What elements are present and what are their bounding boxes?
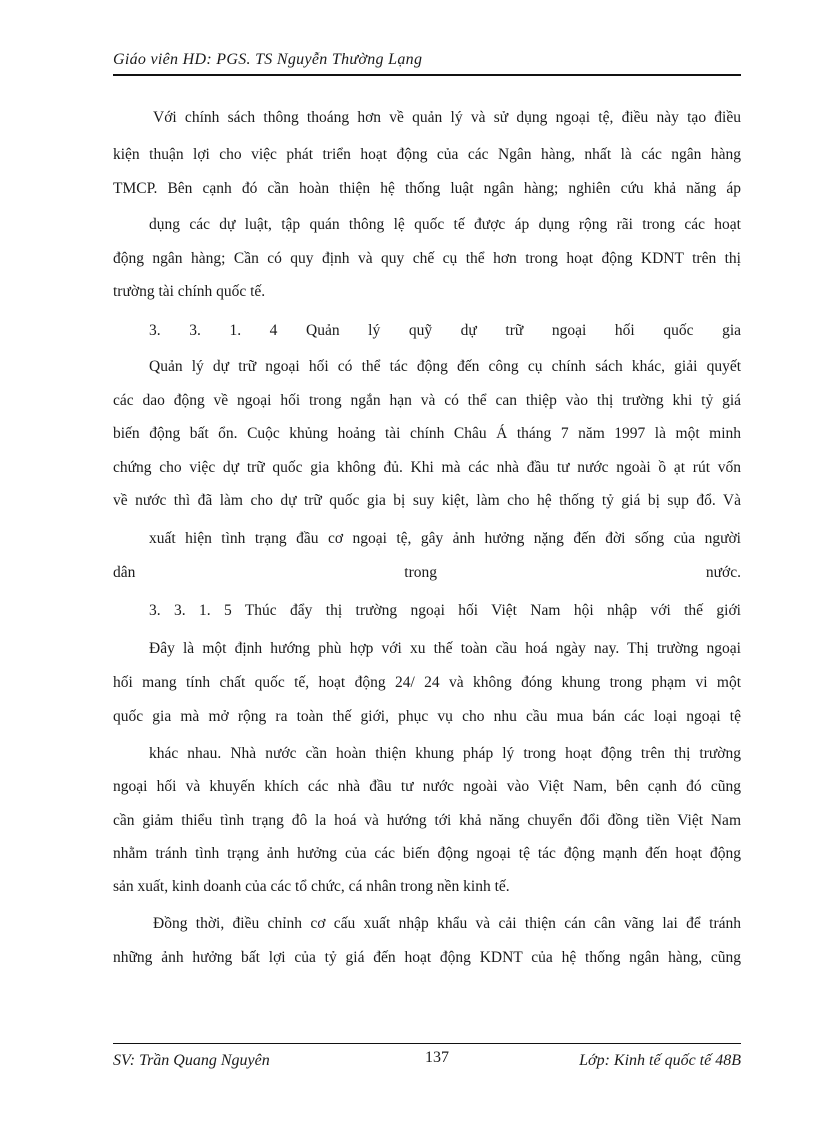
heading-word: quỹ bbox=[408, 322, 433, 339]
header-rule bbox=[113, 74, 741, 76]
heading-word: Quản bbox=[306, 322, 340, 339]
heading-word: hối bbox=[614, 322, 635, 339]
spread-word: trong bbox=[404, 564, 437, 581]
paragraph-line: Đồng thời, điều chỉnh cơ cấu xuất nhập khẩu và cải thiện cán cân vãng lai để tránh bbox=[153, 915, 741, 932]
paragraph-line: nhằm tránh tình trạng ảnh hưởng của các biến động ngoại tệ tác động mạnh đến hoạt động bbox=[113, 845, 741, 862]
section-heading-3-3-1-5: 3. 3. 1. 5 Thúc đẩy thị trường ngoại hối Việt Nam hội nhập với thế giới bbox=[149, 602, 741, 619]
footer-class: Lớp: Kinh tế quốc tế 48B bbox=[579, 1052, 741, 1069]
paragraph-line: quốc gia mà mở rộng ra toàn thế giới, phục vụ cho nhu cầu mua bán các loại ngoại tệ bbox=[113, 708, 741, 725]
paragraph-line: các dao động về ngoại hối trong ngắn hạn và có thể can thiệp vào thị trường khi tỷ giá bbox=[113, 392, 741, 409]
paragraph-line: khác nhau. Nhà nước cần hoàn thiện khung pháp lý trong hoạt động trên thị trường bbox=[149, 745, 741, 762]
paragraph-line: cần giảm thiểu tình trạng đô la hoá và hướng tới khả năng chuyển đổi đồng tiền Việt Nam bbox=[113, 812, 741, 829]
heading-word: 1. bbox=[229, 322, 242, 339]
footer-rule bbox=[113, 1043, 741, 1044]
paragraph-line: Quản lý dự trữ ngoại hối có thể tác động đến công cụ chính sách khác, giải quyết bbox=[149, 358, 741, 375]
heading-word: 3. bbox=[149, 322, 161, 339]
page-number: 137 bbox=[425, 1049, 449, 1066]
spread-word: nước. bbox=[705, 564, 741, 581]
paragraph-line: sản xuất, kinh doanh của các tổ chức, cá nhân trong nền kinh tế. bbox=[113, 878, 510, 895]
paragraph-line-spread bbox=[113, 563, 741, 583]
paragraph-line: động ngân hàng; Cần có quy định và quy chế cụ thể hơn trong hoạt động KDNT trên thị bbox=[113, 250, 741, 267]
heading-word: trữ bbox=[505, 322, 524, 339]
section-heading-3-3-1-4 bbox=[149, 321, 741, 341]
header-advisor-text: Giáo viên HD: PGS. TS Nguyễn Thường Lạng bbox=[113, 51, 423, 68]
paragraph-line: Đây là một định hướng phù hợp với xu thế toàn cầu hoá ngày nay. Thị trường ngoại bbox=[149, 640, 741, 657]
paragraph-line: TMCP. Bên cạnh đó cần hoàn thiện hệ thống luật ngân hàng; nghiên cứu khả năng áp bbox=[113, 180, 741, 197]
paragraph-line: hối mang tính chất quốc tế, hoạt động 24/ 24 và không đóng khung trong phạm vi một bbox=[113, 674, 741, 691]
heading-word: quốc bbox=[663, 322, 694, 339]
paragraph-line: xuất hiện tình trạng đầu cơ ngoại tệ, gây ảnh hưởng nặng đến đời sống của người bbox=[149, 530, 741, 547]
paragraph-line: biến động bất ổn. Cuộc khủng hoảng tài chính Châu Á tháng 7 năm 1997 là một minh bbox=[113, 425, 741, 442]
paragraph-line: trường tài chính quốc tế. bbox=[113, 283, 266, 300]
paragraph-line: ngoại hối và khuyến khích các nhà đầu tư nước ngoài vào Việt Nam, bên cạnh đó cũng bbox=[113, 778, 741, 795]
paragraph-line: về nước thì đã làm cho dự trữ quốc gia bị suy kiệt, làm cho hệ thống tỷ giá bị sụp đổ. Và bbox=[113, 492, 741, 509]
heading-word: gia bbox=[722, 322, 741, 339]
paragraph-line: dụng các dự luật, tập quán thông lệ quốc tế được áp dụng rộng rãi trong các hoạt bbox=[149, 216, 741, 233]
footer-student: SV: Trần Quang Nguyên bbox=[113, 1052, 270, 1069]
page-footer bbox=[113, 1043, 741, 1073]
heading-word: dự bbox=[460, 322, 477, 339]
heading-word: 3. bbox=[189, 322, 201, 339]
heading-word: lý bbox=[368, 322, 381, 339]
paragraph-line: những ảnh hưởng bất lợi của tỷ giá đến hoạt động KDNT của hệ thống ngân hàng, cũng bbox=[113, 949, 741, 966]
heading-word: 4 bbox=[269, 322, 278, 339]
paragraph-line: kiện thuận lợi cho việc phát triển hoạt động của các Ngân hàng, nhất là các ngân hàng bbox=[113, 146, 741, 163]
paragraph-line: Với chính sách thông thoáng hơn về quản lý và sử dụng ngoại tệ, điều này tạo điều bbox=[153, 109, 741, 126]
heading-word: ngoại bbox=[551, 322, 587, 339]
spread-word: dân bbox=[113, 564, 136, 581]
page-header bbox=[113, 50, 741, 74]
paragraph-line: chứng cho việc dự trữ quốc gia không đủ. Khi mà các nhà đầu tư nước ngoài ồ ạt rút vốn bbox=[113, 459, 741, 476]
